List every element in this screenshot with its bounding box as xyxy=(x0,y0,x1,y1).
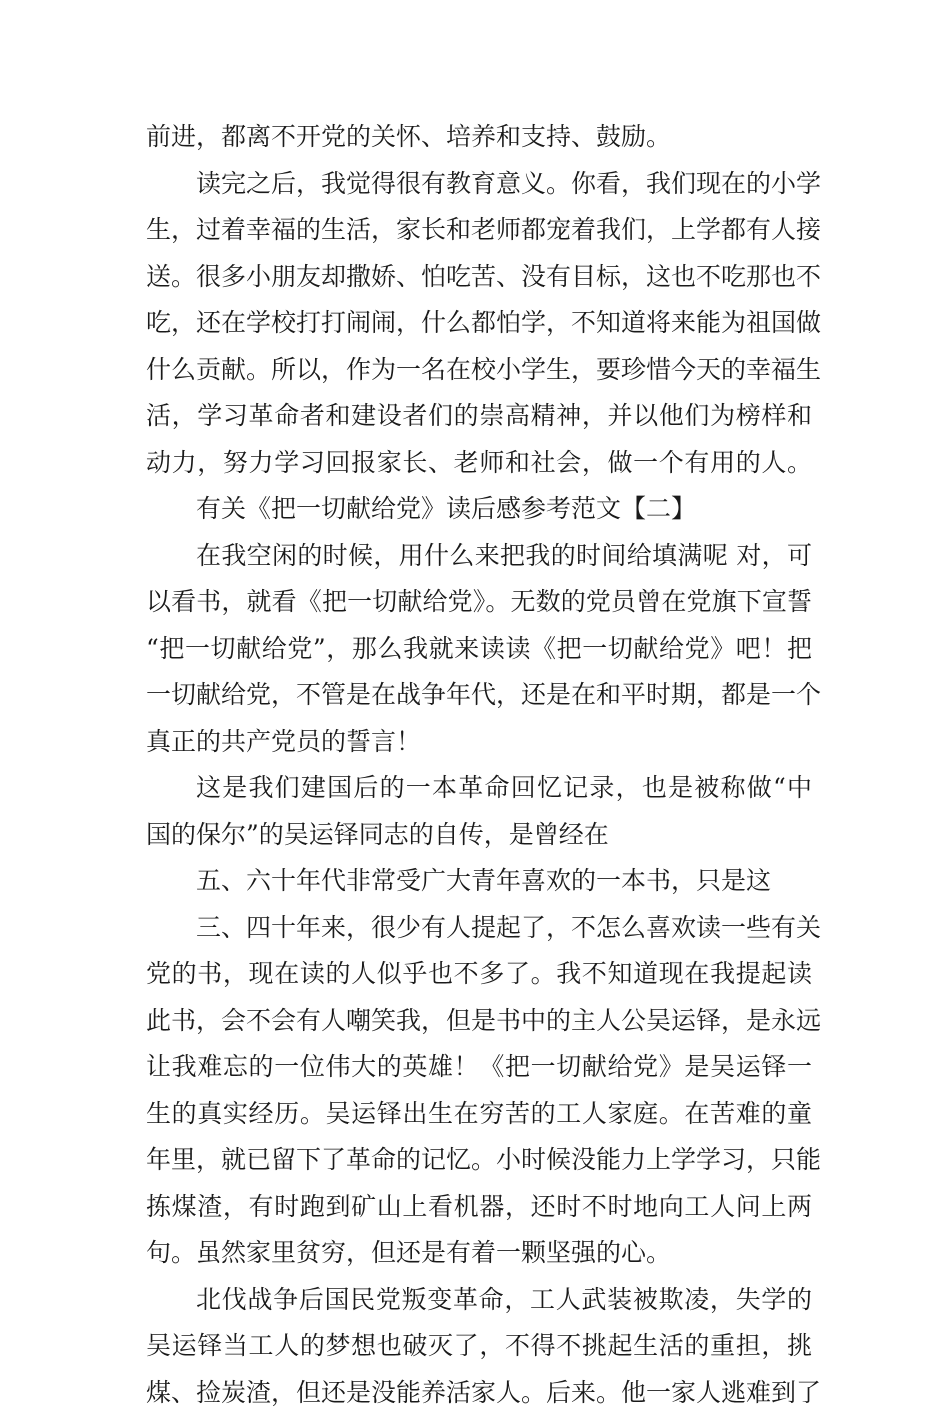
text-line: 让我难忘的一位伟大的英雄！《把一切献给党》是吴运铎一 xyxy=(146,1044,812,1091)
text-line: 活，学习革命者和建设者们的崇高精神，并以他们为榜样和 xyxy=(146,393,812,440)
text-line: 前进，都离不开党的关怀、培养和支持、鼓励。 xyxy=(146,114,812,161)
text-line: 煤、捡炭渣，但还是没能养活家人。后来。他一家人逃难到了 xyxy=(146,1370,812,1416)
text-line: 三、四十年来，很少有人提起了，不怎么喜欢读一些有关 xyxy=(146,905,812,952)
text-line: 国的保尔”的吴运铎同志的自传，是曾经在 xyxy=(146,812,812,859)
text-line: 北伐战争后国民党叛变革命，工人武装被欺凌，失学的 xyxy=(146,1277,812,1324)
text-line: 读完之后，我觉得很有教育意义。你看，我们现在的小学 xyxy=(146,161,812,208)
text-line: 什么贡献。所以，作为一名在校小学生，要珍惜今天的幸福生 xyxy=(146,347,812,394)
text-line: 生的真实经历。吴运铎出生在穷苦的工人家庭。在苦难的童 xyxy=(146,1091,812,1138)
text-line: 一切献给党，不管是在战争年代，还是在和平时期，都是一个 xyxy=(146,672,812,719)
text-line: 生，过着幸福的生活，家长和老师都宠着我们，上学都有人接 xyxy=(146,207,812,254)
text-line: 这是我们建国后的一本革命回忆记录，也是被称做“中 xyxy=(146,765,812,812)
document-body xyxy=(146,114,812,1416)
text-line: 年里，就已留下了革命的记忆。小时候没能力上学学习，只能 xyxy=(146,1137,812,1184)
text-line: 五、六十年代非常受广大青年喜欢的一本书，只是这 xyxy=(146,858,812,905)
text-line: 拣煤渣，有时跑到矿山上看机器，还时不时地向工人问上两 xyxy=(146,1184,812,1231)
text-line: 真正的共产党员的誓言！ xyxy=(146,719,812,766)
text-line: 以看书，就看《把一切献给党》。无数的党员曾在党旗下宣誓 xyxy=(146,579,812,626)
text-line: 送。很多小朋友却撒娇、怕吃苦、没有目标，这也不吃那也不 xyxy=(146,254,812,301)
text-line: 吃，还在学校打打闹闹，什么都怕学，不知道将来能为祖国做 xyxy=(146,300,812,347)
text-line: 吴运铎当工人的梦想也破灭了，不得不挑起生活的重担，挑 xyxy=(146,1323,812,1370)
text-line: “把一切献给党”，那么我就来读读《把一切献给党》吧！把 xyxy=(146,626,812,673)
text-line: 党的书，现在读的人似乎也不多了。我不知道现在我提起读 xyxy=(146,951,812,998)
text-line: 句。虽然家里贫穷，但还是有着一颗坚强的心。 xyxy=(146,1230,812,1277)
text-line: 动力，努力学习回报家长、老师和社会，做一个有用的人。 xyxy=(146,440,812,487)
text-line: 此书，会不会有人嘲笑我，但是书中的主人公吴运铎，是永远 xyxy=(146,998,812,1045)
text-line: 在我空闲的时候，用什么来把我的时间给填满呢 对，可 xyxy=(146,533,812,580)
text-line: 有关《把一切献给党》读后感参考范文【二】 xyxy=(146,486,812,533)
